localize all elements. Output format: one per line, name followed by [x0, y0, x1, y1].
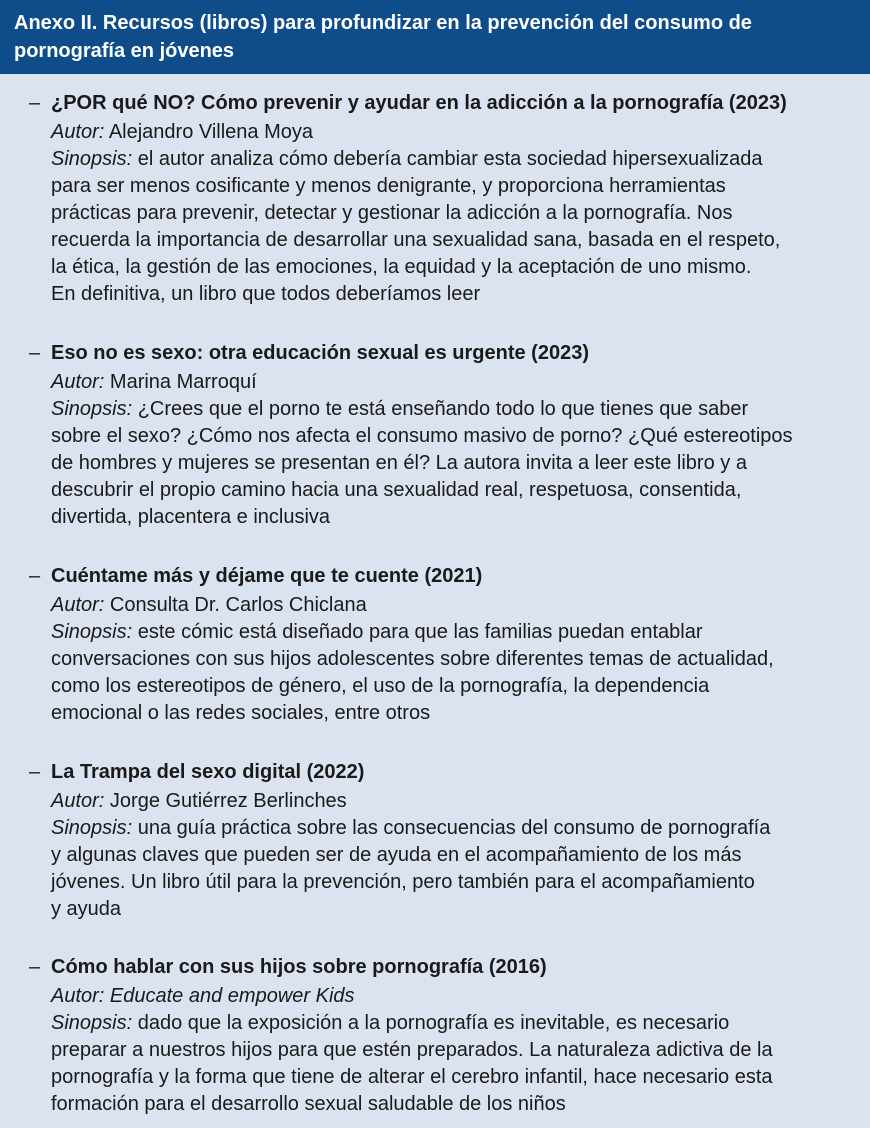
annex-title-line-1: Anexo II. Recursos (libros) para profundizar en la prevención del consumo de	[14, 12, 752, 34]
book-synopsis-line: y ayuda	[51, 898, 122, 920]
book-synopsis-line: conversaciones con sus hijos adolescentes sobre diferentes temas de actualidad,	[51, 648, 774, 670]
annex-title-line-2: pornografía en jóvenes	[14, 40, 235, 62]
book-author: Autor: Marina Marroquí	[51, 371, 257, 393]
book-title: – Eso no es sexo: otra educación sexual es urgente (2023)	[29, 342, 589, 364]
book-synopsis-line: Sinopsis: este cómic está diseñado para que las familias puedan entablar	[51, 621, 703, 643]
book-title: – Cuéntame más y déjame que te cuente (2021)	[29, 565, 483, 587]
book-title: – ¿POR qué NO? Cómo prevenir y ayudar en la adicción a la pornografía (2023)	[29, 92, 787, 114]
annex-header	[0, 0, 870, 74]
book-author: Autor: Jorge Gutiérrez Berlinches	[51, 790, 347, 812]
book-synopsis-line: jóvenes. Un libro útil para la prevención, pero también para el acompañamiento	[51, 871, 755, 893]
book-synopsis-line: emocional o las redes sociales, entre otros	[51, 702, 431, 724]
book-synopsis-line: En definitiva, un libro que todos deberíamos leer	[51, 283, 481, 305]
book-synopsis-line: para ser menos cosificante y menos denigrante, y proporciona herramientas	[51, 175, 726, 197]
book-synopsis-line: descubrir el propio camino hacia una sexualidad real, respetuosa, consentida,	[51, 479, 742, 501]
resource-list	[0, 74, 870, 1128]
book-synopsis-line: Sinopsis: dado que la exposición a la pornografía es inevitable, es necesario	[51, 1012, 730, 1034]
book-synopsis-line: pornografía y la forma que tiene de alterar el cerebro infantil, hace necesario esta	[51, 1066, 773, 1088]
book-author: Autor: Educate and empower Kids	[51, 985, 355, 1007]
book-synopsis-line: Sinopsis: el autor analiza cómo debería cambiar esta sociedad hipersexualizada	[51, 148, 763, 170]
book-synopsis-line: formación para el desarrollo sexual saludable de los niños	[51, 1093, 566, 1115]
book-synopsis-line: como los estereotipos de género, el uso de la pornografía, la dependencia	[51, 675, 710, 697]
book-synopsis-line: de hombres y mujeres se presentan en él? La autora invita a leer este libro y a	[51, 452, 747, 474]
book-synopsis-line: sobre el sexo? ¿Cómo nos afecta el consumo masivo de porno? ¿Qué estereotipos	[51, 425, 793, 447]
book-author: Autor: Consulta Dr. Carlos Chiclana	[51, 594, 367, 616]
book-synopsis-line: recuerda la importancia de desarrollar una sexualidad sana, basada en el respeto,	[51, 229, 781, 251]
book-synopsis-line: divertida, placentera e inclusiva	[51, 506, 331, 528]
book-author: Autor: Alejandro Villena Moya	[51, 121, 314, 143]
book-title: – Cómo hablar con sus hijos sobre pornografía (2016)	[29, 956, 547, 978]
book-title: – La Trampa del sexo digital (2022)	[29, 761, 365, 783]
book-synopsis-line: Sinopsis: una guía práctica sobre las consecuencias del consumo de pornografía	[51, 817, 771, 839]
book-synopsis-line: prácticas para prevenir, detectar y gestionar la adicción a la pornografía. Nos	[51, 202, 733, 224]
book-synopsis-line: Sinopsis: ¿Crees que el porno te está enseñando todo lo que tienes que saber	[51, 398, 749, 420]
book-synopsis-line: y algunas claves que pueden ser de ayuda en el acompañamiento de los más	[51, 844, 742, 866]
book-synopsis-line: la ética, la gestión de las emociones, la equidad y la aceptación de uno mismo.	[51, 256, 752, 278]
book-synopsis-line: preparar a nuestros hijos para que estén preparados. La naturaleza adictiva de la	[51, 1039, 773, 1061]
